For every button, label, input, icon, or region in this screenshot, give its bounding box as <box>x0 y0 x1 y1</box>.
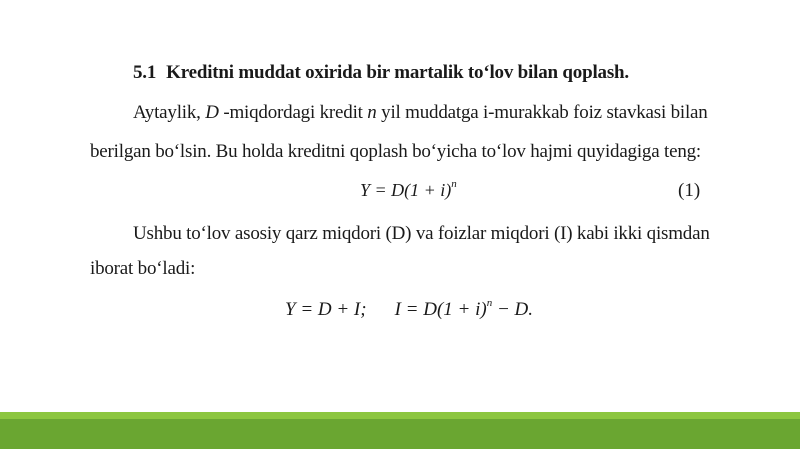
paragraph1-line1 <box>133 102 708 124</box>
paragraph2-line2: iborat bo‘ladi: <box>90 258 196 279</box>
formula-2 <box>285 297 533 321</box>
text-segment: -miqdordagi kredit <box>218 102 368 123</box>
variable-n: n <box>367 102 382 123</box>
paragraph2-line1: Ushbu to‘lov asosiy qarz miqdori (D) va foizlar miqdori (I) kabi ikki qismdan <box>133 223 710 244</box>
variable-d: D <box>205 102 219 123</box>
formula-2-tail: − D. <box>492 299 534 320</box>
formula-1 <box>360 178 457 201</box>
formula-1-exponent: n <box>451 178 457 190</box>
text-segment: Aytaylik, <box>133 102 206 123</box>
formula-1-body: Y = D(1 + i) <box>360 180 452 200</box>
paragraph1-line2: berilgan bo‘lsin. Bu holda kreditni qoplash bo‘yicha to‘lov hajmi quyidagiga teng: <box>90 141 702 162</box>
section-number: 5.1 <box>133 62 157 83</box>
footer-bar-light <box>0 412 800 419</box>
equation-number: (1) <box>678 180 701 201</box>
formula-2-part1: Y = D + I; <box>285 299 367 320</box>
section-title: Kreditni muddat oxirida bir martalik to‘lov bilan qoplash. <box>166 62 629 83</box>
section-heading <box>133 62 629 84</box>
formula-2-part2: I = D(1 + i) <box>394 299 487 320</box>
text-segment: yil muddatga i-murakkab foiz stavkasi bilan <box>381 102 708 123</box>
footer-bar-dark <box>0 419 800 449</box>
formula-2-exponent: n <box>486 297 493 309</box>
